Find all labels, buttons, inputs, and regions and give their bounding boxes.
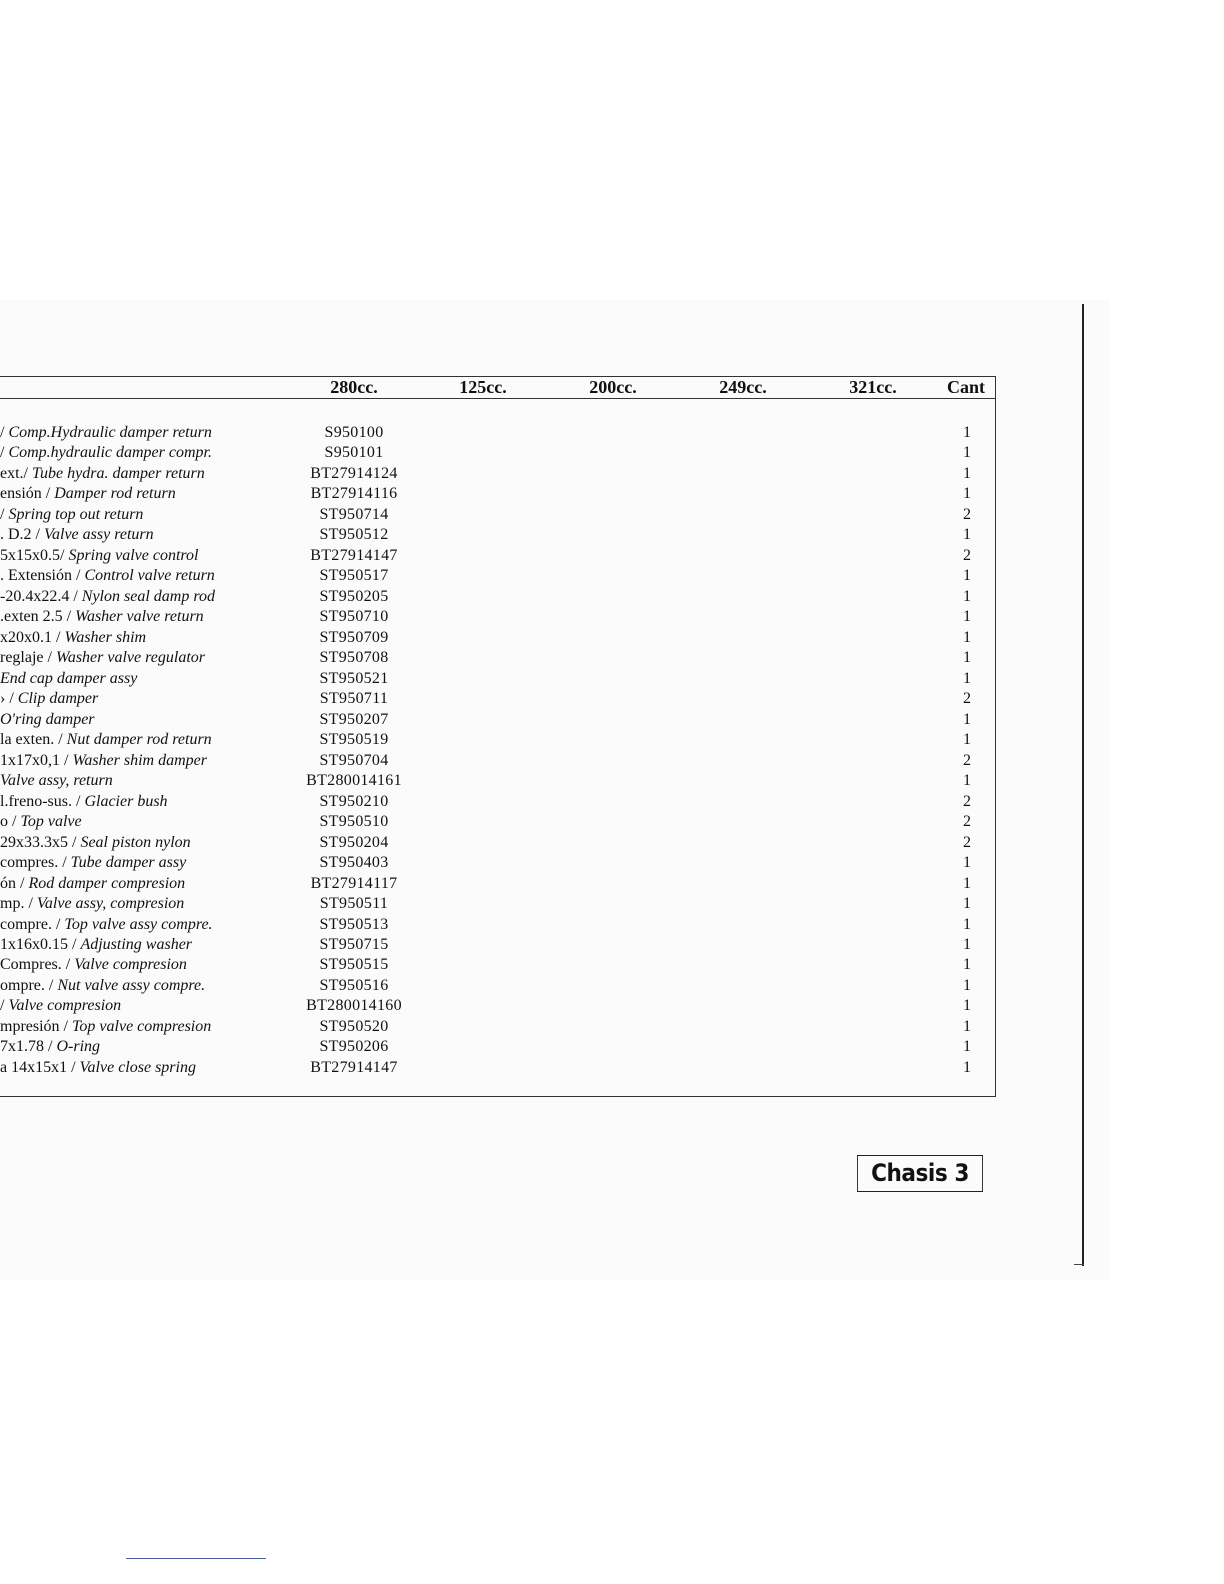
part-code-280cc: ST950519 [319, 731, 389, 748]
part-description-english: Washer shim damper [72, 752, 207, 769]
part-description [0, 464, 300, 484]
part-description [0, 628, 300, 648]
part-description-spanish: reglaje / [0, 649, 56, 666]
part-code-280cc: BT280014161 [306, 772, 402, 789]
part-description-english: Damper rod return [54, 485, 176, 502]
part-description-spanish: ón / [0, 875, 29, 892]
part-description-spanish: ompre. / [0, 977, 58, 994]
part-description-english: Top valve [20, 813, 82, 830]
part-code-280cc: ST950517 [319, 567, 389, 584]
part-code-280cc: ST950709 [319, 629, 389, 646]
part-description [0, 812, 300, 832]
part-quantity: 1 [963, 588, 971, 605]
part-quantity: 2 [963, 834, 971, 851]
part-description-english: Top valve compresion [72, 1018, 212, 1035]
part-description-spanish: la exten. / [0, 731, 67, 748]
part-quantity: 1 [963, 485, 971, 502]
part-description [0, 710, 300, 730]
part-quantity: 1 [963, 711, 971, 728]
part-code-280cc: ST950516 [319, 977, 389, 994]
part-description [0, 525, 300, 545]
part-code-280cc: BT27914147 [310, 547, 398, 564]
part-quantity: 1 [963, 1038, 971, 1055]
part-code-280cc: S950101 [324, 444, 384, 461]
part-description-english: Nylon seal damp rod [81, 588, 215, 605]
table-row [0, 853, 996, 873]
part-description-english: Valve compresion [8, 997, 122, 1014]
part-description [0, 607, 300, 627]
part-description-english: Valve compresion [74, 956, 187, 973]
table-row [0, 710, 996, 730]
part-code-280cc: BT27914116 [310, 485, 398, 502]
part-description [0, 648, 300, 668]
part-quantity: 1 [963, 670, 971, 687]
part-description-english: Valve assy, return [0, 772, 113, 789]
table-row [0, 689, 996, 709]
table-row [0, 648, 996, 668]
part-quantity: 1 [963, 444, 971, 461]
part-description-spanish: l.freno-sus. / [0, 793, 85, 810]
part-description [0, 443, 300, 463]
part-description-english: Comp.Hydraulic damper return [8, 424, 212, 441]
link-underline [126, 1558, 266, 1559]
part-description-english: End cap damper assy [0, 670, 138, 687]
column-header-200cc: 200cc. [589, 377, 637, 397]
table-row [0, 915, 996, 935]
part-code-280cc: ST950515 [319, 956, 389, 973]
part-description-spanish: ensión / [0, 485, 55, 502]
part-quantity: 1 [963, 731, 971, 748]
part-description-spanish: .exten 2.5 / [0, 608, 76, 625]
part-code-280cc: ST950511 [319, 895, 389, 912]
part-code-280cc: ST950521 [319, 670, 389, 687]
table-row [0, 935, 996, 955]
part-description-english: O-ring [56, 1038, 101, 1055]
table-row [0, 1017, 996, 1037]
part-description-spanish: . D.2 / [0, 526, 44, 543]
part-description-spanish: compres. / [0, 854, 71, 871]
part-code-280cc: ST950708 [319, 649, 389, 666]
table-row [0, 771, 996, 791]
part-quantity: 1 [963, 977, 971, 994]
section-label: Chasis 3 [857, 1155, 983, 1192]
part-description-english: Clip damper [17, 690, 99, 707]
part-description [0, 566, 300, 586]
part-description-spanish: mp. / [0, 895, 37, 912]
part-description [0, 1058, 300, 1078]
part-description-english: Washer valve return [75, 608, 204, 625]
part-quantity: 1 [963, 875, 971, 892]
part-description-spanish: . Extensión / [0, 567, 85, 584]
part-quantity: 1 [963, 1059, 971, 1076]
part-description-english: Valve assy return [44, 526, 154, 543]
part-code-280cc: ST950206 [319, 1038, 389, 1055]
part-quantity: 2 [963, 793, 971, 810]
part-code-280cc: BT27914124 [310, 465, 398, 482]
part-description-english: Nut valve assy compre. [57, 977, 206, 994]
part-description [0, 669, 300, 689]
table-row [0, 484, 996, 504]
part-quantity: 2 [963, 506, 971, 523]
part-code-280cc: ST950714 [319, 506, 389, 523]
column-header-125cc: 125cc. [459, 377, 507, 397]
part-description-spanish: mpresión / [0, 1018, 72, 1035]
part-quantity: 1 [963, 629, 971, 646]
table-row [0, 546, 996, 566]
part-quantity: 1 [963, 916, 971, 933]
part-code-280cc: BT27914117 [310, 875, 398, 892]
table-row [0, 607, 996, 627]
part-code-280cc: BT27914147 [310, 1059, 398, 1076]
part-code-280cc: ST950403 [319, 854, 389, 871]
part-code-280cc: BT280014160 [306, 997, 402, 1014]
part-description [0, 587, 300, 607]
part-description [0, 1037, 300, 1057]
table-row [0, 423, 996, 443]
part-description-english: Glacier bush [84, 793, 168, 810]
part-code-280cc: ST950710 [319, 608, 389, 625]
page-edge-rule [1082, 304, 1084, 1266]
part-description-english: Control valve return [84, 567, 215, 584]
part-description [0, 915, 300, 935]
part-description-spanish: 5x15x0.5/ [0, 547, 69, 564]
table-row [0, 955, 996, 975]
column-header-321cc: 321cc. [849, 377, 897, 397]
part-description-english: Top valve assy compre. [64, 916, 213, 933]
part-description [0, 853, 300, 873]
table-row [0, 894, 996, 914]
part-description-english: Tube damper assy [70, 854, 187, 871]
part-quantity: 2 [963, 690, 971, 707]
part-quantity: 1 [963, 854, 971, 871]
part-code-280cc: ST950512 [319, 526, 389, 543]
part-description-english: Rod damper compresion [28, 875, 186, 892]
part-description [0, 505, 300, 525]
table-row [0, 996, 996, 1016]
part-code-280cc: ST950210 [319, 793, 389, 810]
part-description-spanish: / [0, 444, 9, 461]
part-description [0, 833, 300, 853]
part-description [0, 792, 300, 812]
part-description [0, 894, 300, 914]
part-description [0, 423, 300, 443]
part-code-280cc: S950100 [324, 424, 384, 441]
table-row [0, 751, 996, 771]
part-code-280cc: ST950205 [319, 588, 389, 605]
part-quantity: 1 [963, 567, 971, 584]
part-code-280cc: ST950207 [319, 711, 389, 728]
part-code-280cc: ST950520 [319, 1018, 389, 1035]
part-description-english: Washer shim [64, 629, 147, 646]
part-description-english: Nut damper rod return [66, 731, 212, 748]
table-row [0, 812, 996, 832]
part-description-english: Valve close spring [79, 1059, 196, 1076]
part-description-spanish: 1x16x0.15 / [0, 936, 81, 953]
part-description-spanish: Compres. / [0, 956, 75, 973]
part-description [0, 955, 300, 975]
table-row [0, 976, 996, 996]
table-row [0, 669, 996, 689]
part-description-spanish: ext./ [0, 465, 32, 482]
part-code-280cc: ST950715 [319, 936, 389, 953]
part-description-spanish: a 14x15x1 / [0, 1059, 80, 1076]
column-header-249cc: 249cc. [719, 377, 767, 397]
part-description [0, 976, 300, 996]
table-row [0, 730, 996, 750]
part-quantity: 1 [963, 1018, 971, 1035]
table-row [0, 874, 996, 894]
part-code-280cc: ST950704 [319, 752, 389, 769]
page-edge-tick [1074, 1264, 1084, 1265]
table-row [0, 443, 996, 463]
part-description-spanish: 1x17x0,1 / [0, 752, 73, 769]
part-description-spanish: › / [0, 690, 18, 707]
part-description [0, 874, 300, 894]
part-quantity: 1 [963, 526, 971, 543]
table-row [0, 505, 996, 525]
part-quantity: 1 [963, 895, 971, 912]
table-row [0, 464, 996, 484]
column-header-cant: Cant [946, 377, 985, 397]
part-quantity: 1 [963, 772, 971, 789]
part-description [0, 996, 300, 1016]
table-row [0, 833, 996, 853]
part-quantity: 1 [963, 424, 971, 441]
part-description [0, 730, 300, 750]
part-description-spanish: x20x0.1 / [0, 629, 65, 646]
column-header-280cc: 280cc. [330, 377, 378, 397]
part-description [0, 689, 300, 709]
part-description-english: Valve assy, compresion [36, 895, 185, 912]
part-description-english: Washer valve regulator [55, 649, 205, 666]
part-description [0, 771, 300, 791]
part-code-280cc: ST950204 [319, 834, 389, 851]
part-quantity: 1 [963, 465, 971, 482]
part-quantity: 2 [963, 547, 971, 564]
part-quantity: 1 [963, 997, 971, 1014]
part-description-spanish: -20.4x22.4 / [0, 588, 82, 605]
part-quantity: 2 [963, 752, 971, 769]
part-description-spanish: 29x33.3x5 / [0, 834, 81, 851]
part-description [0, 751, 300, 771]
part-quantity: 1 [963, 649, 971, 666]
part-description-spanish: / [0, 997, 9, 1014]
part-quantity: 1 [963, 936, 971, 953]
table-row [0, 1037, 996, 1057]
part-code-280cc: ST950513 [319, 916, 389, 933]
table-row [0, 792, 996, 812]
table-row [0, 628, 996, 648]
part-description [0, 546, 300, 566]
table-row [0, 525, 996, 545]
part-description-spanish: / [0, 506, 9, 523]
part-code-280cc: ST950510 [319, 813, 389, 830]
part-quantity: 1 [963, 608, 971, 625]
header-divider [0, 398, 996, 399]
part-code-280cc: ST950711 [319, 690, 389, 707]
part-description-english: Seal piston nylon [80, 834, 191, 851]
part-description [0, 484, 300, 504]
part-description [0, 935, 300, 955]
table-row [0, 587, 996, 607]
part-description [0, 1017, 300, 1037]
part-description-spanish: compre. / [0, 916, 65, 933]
part-description-english: Adjusting washer [80, 936, 193, 953]
table-row [0, 566, 996, 586]
part-description-english: O'ring damper [0, 711, 95, 728]
part-description-spanish: 7x1.78 / [0, 1038, 57, 1055]
table-row [0, 1058, 996, 1078]
part-description-english: Comp.hydraulic damper compr. [8, 444, 212, 461]
part-description-english: Tube hydra. damper return [32, 465, 205, 482]
part-description-english: Spring top out return [8, 506, 144, 523]
part-quantity: 2 [963, 813, 971, 830]
part-description-spanish: / [0, 424, 9, 441]
part-description-english: Spring valve control [68, 547, 199, 564]
part-quantity: 1 [963, 956, 971, 973]
part-description-spanish: o / [0, 813, 21, 830]
